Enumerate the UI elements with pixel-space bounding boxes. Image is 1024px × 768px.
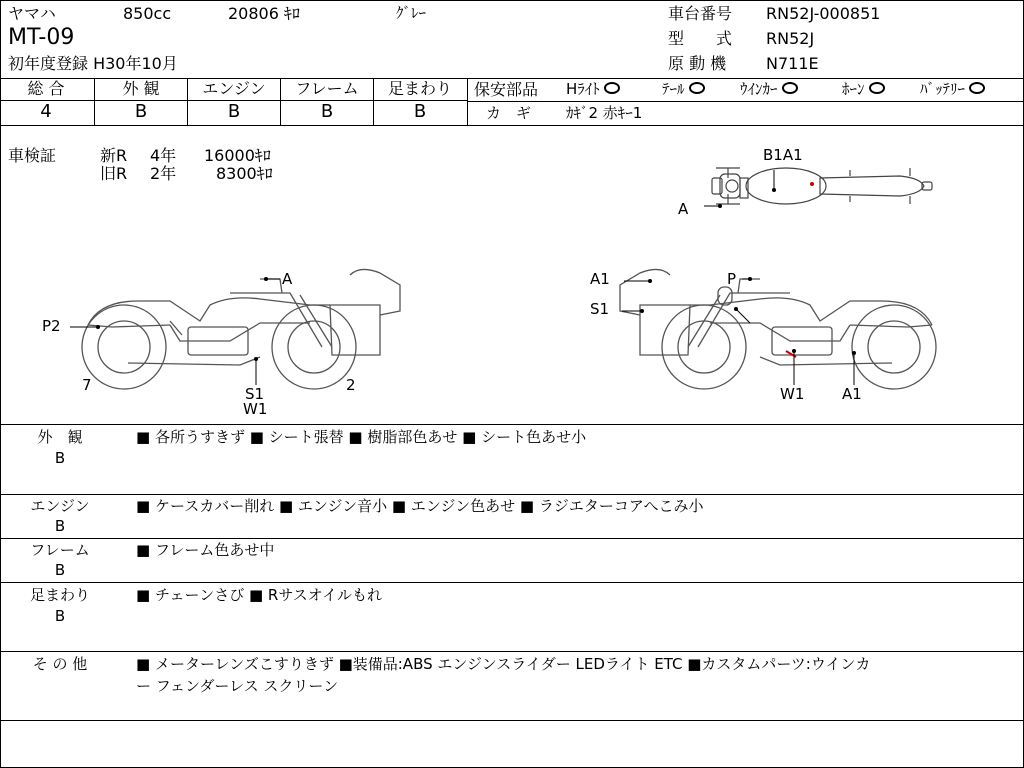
frame-no-label: 車台番号 (668, 4, 733, 23)
inspection-label: 車検証 (8, 146, 57, 165)
safety-battery: ﾊﾞｯﾃﾘｰ (920, 82, 985, 97)
grade-engine: B (227, 101, 241, 122)
inspection-new-label: 新R (100, 146, 128, 165)
remark-text-frame: ■ フレーム色あせ中 (136, 541, 275, 559)
type-label: 型 式 (668, 29, 733, 48)
left-label-s1: S1 (245, 385, 265, 403)
remark-text-exterior: ■ 各所うすきず ■ シート張替 ■ 樹脂部色あせ ■ シート色あせ小 (136, 428, 587, 446)
safety-tail: ﾃｰﾙ (662, 82, 705, 97)
remark-grade-exterior: B (54, 449, 66, 467)
grade-overall: 4 (40, 101, 52, 122)
color: ｸﾞﾚｰ (396, 4, 427, 22)
right-label-w1: W1 (780, 385, 805, 403)
grade-header-overall: 総 合 (27, 79, 65, 98)
first-registration: 初年度登録 H30年10月 (8, 54, 178, 73)
inspection-old-km: 8300ｷﾛ (216, 164, 273, 183)
model-name: MT-09 (8, 25, 75, 50)
left-label-p2: P2 (42, 317, 61, 335)
remark-label-other: そ の 他 (32, 655, 88, 673)
rule (280, 78, 281, 125)
rule (94, 78, 95, 125)
rule (0, 125, 1024, 126)
motorcycle-top-view-diagram (700, 160, 940, 220)
engine-label: 原 動 機 (668, 54, 727, 73)
remark-grade-engine: B (54, 517, 66, 535)
grade-exterior: B (134, 101, 148, 122)
left-label-a: A (282, 270, 293, 288)
inspection-old-label: 旧R (100, 164, 128, 183)
top-label-a: A (678, 200, 689, 218)
left-label-2: 2 (346, 376, 356, 394)
remark-label-exterior: 外 観 (37, 428, 83, 446)
ok-mark-icon (869, 82, 885, 94)
remark-text-engine: ■ ケースカバー削れ ■ エンジン音小 ■ エンジン色あせ ■ ラジエターコアへこみ小 (136, 497, 704, 515)
grade-header-frame: フレーム (295, 79, 359, 98)
grade-header-engine: エンジン (202, 79, 266, 98)
damage-mark-icon (810, 182, 814, 186)
remark-grade-frame: B (54, 561, 66, 579)
remark-label-engine: エンジン (30, 497, 90, 515)
right-label-a1: A1 (590, 270, 610, 288)
rule (0, 720, 1024, 721)
remark-text-suspension: ■ チェーンさび ■ Rサスオイルもれ (136, 586, 382, 604)
remark-text-other-line2: ー フェンダーレス スクリーン (136, 677, 339, 695)
left-label-w1: W1 (243, 400, 268, 418)
remark-label-suspension: 足まわり (29, 586, 90, 604)
inspection-new-years: 4年 (150, 146, 177, 165)
inspection-old-years: 2年 (150, 164, 177, 183)
ok-mark-icon (782, 82, 798, 94)
rule (467, 78, 468, 125)
rule (0, 538, 1024, 539)
displacement: 850cc (123, 4, 172, 23)
safety-horn: ﾎｰﾝ (842, 82, 885, 97)
right-label-a1b: A1 (842, 385, 862, 403)
right-label-s1: S1 (590, 300, 610, 318)
safety-winker: ｳｲﾝｶｰ (740, 82, 798, 97)
motorcycle-right-side-diagram (600, 265, 960, 395)
grade-header-exterior: 外 観 (122, 79, 160, 98)
grade-header-suspension: 足まわり (387, 79, 452, 98)
remark-text-other-line1: ■ メーターレンズこすりきず ■装備品:ABS エンジンスライダー LEDライト ETC ■カスタムパーツ:ウインカ (136, 657, 871, 672)
mileage: 20806 ｷﾛ (228, 4, 300, 23)
inspection-new-km: 16000ｷﾛ (204, 146, 271, 165)
grade-suspension: B (413, 101, 427, 122)
remark-grade-suspension: B (54, 607, 66, 625)
motorcycle-left-side-diagram (60, 265, 420, 395)
rule (467, 101, 1024, 102)
left-label-7: 7 (82, 376, 92, 394)
safety-label: 保安部品 (474, 80, 539, 99)
type-value: RN52J (766, 29, 815, 48)
engine-value: N711E (766, 54, 819, 73)
key-label: カ ギ (486, 104, 532, 122)
key-value: ｶｷﾞ2 赤ｷｰ1 (566, 104, 643, 122)
right-label-p: P (727, 270, 737, 288)
rule (0, 424, 1024, 425)
safety-headlight: Hﾗｲﾄ (566, 82, 620, 97)
rule (0, 494, 1024, 495)
remark-label-frame: フレーム (30, 541, 90, 559)
rule (373, 78, 374, 125)
top-label-b1a1: B1A1 (763, 146, 803, 164)
rule (0, 582, 1024, 583)
frame-no: RN52J-000851 (766, 4, 881, 23)
grade-frame: B (320, 101, 334, 122)
ok-mark-icon (969, 82, 985, 94)
rule (0, 651, 1024, 652)
ok-mark-icon (689, 82, 705, 94)
maker: ヤマハ (8, 4, 56, 23)
ok-mark-icon (604, 82, 620, 94)
rule (187, 78, 188, 125)
